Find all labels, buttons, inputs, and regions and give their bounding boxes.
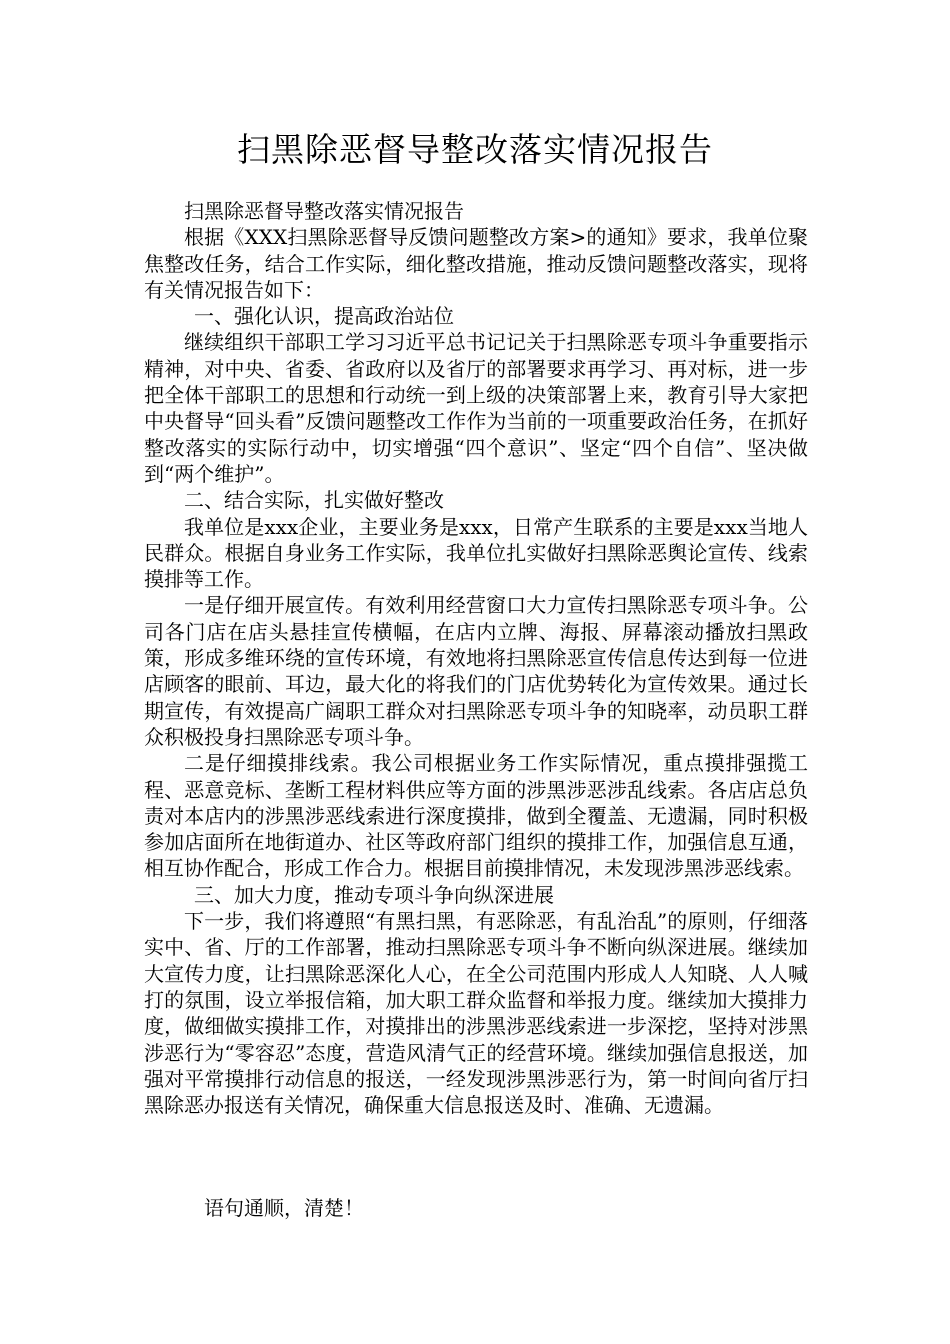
section-heading-2: 二、结合实际，扎实做好整改 — [184, 488, 444, 513]
body-paragraph: 我单位是xxx企业，主要业务是xxx，日常产生联系的主要是xxx当地人民群众。根据自身业务工作实际，我单位扎实做好扫黑除恶舆论宣传、线索摸排等工作。 — [144, 514, 808, 592]
body-paragraph: 继续组织干部职工学习习近平总书记记关于扫黑除恶专项斗争重要指示精神，对中央、省委、省政府以及省厅的部署要求再学习、再对标，进一步把全体干部职工的思想和行动统一到上级的决策部署上来，教育引导大家把中央督导“回头看”反馈问题整改工作作为当前的一项重要政治任务，在抓好整改落实的实际行动中，切实增强“四个意识”、坚定“四个自信”、坚决做到“两个维护”。 — [144, 330, 808, 486]
section-heading-1: 一、强化认识，提高政治站位 — [194, 304, 454, 329]
section-heading-3: 三、加大力度，推动专项斗争向纵深进展 — [194, 882, 554, 907]
body-paragraph: 下一步，我们将遵照“有黑扫黑，有恶除恶，有乱治乱”的原则，仔细落实中、省、厅的工作部署，推动扫黑除恶专项斗争不断向纵深进展。继续加大宣传力度，让扫黑除恶深化人心，在全公司范围内形成人人知晓、人人喊打的氛围，设立举报信箱，加大职工群众监督和举报力度。继续加大摸排力度，做细做实摸排工作，对摸排出的涉黑涉恶线索进一步深挖，坚持对涉黑涉恶行为“零容忍”态度，营造风清气正的经营环境。继续加强信息报送，加强对平常摸排行动信息的报送，一经发现涉黑涉恶行为，第一时间向省厅扫黑除恶办报送有关情况，确保重大信息报送及时、准确、无遗漏。 — [144, 909, 808, 1118]
subtitle-paragraph: 扫黑除恶督导整改落实情况报告 — [184, 199, 464, 223]
body-paragraph: 二是仔细摸排线索。我公司根据业务工作实际情况，重点摸排强揽工程、恶意竞标、垄断工程材料供应等方面的涉黑涉恶涉乱线索。各店店总负责对本店内的涉黑涉恶线索进行深度摸排，做到全覆盖、无遗漏，同时积极参加店面所在地街道办、社区等政府部门组织的摸排工作，加强信息互通，相互协作配合，形成工作合力。根据目前摸排情况，未发现涉黑涉恶线索。 — [144, 751, 808, 881]
body-paragraph: 一是仔细开展宣传。有效利用经营窗口大力宣传扫黑除恶专项斗争。公司各门店在店头悬挂宣传横幅，在店内立牌、海报、屏幕滚动播放扫黑政策，形成多维环绕的宣传环境，有效地将扫黑除恶宣传信息传达到每一位进店顾客的眼前、耳边，最大化的将我们的门店优势转化为宣传效果。通过长期宣传，有效提高广阔职工群众对扫黑除恶专项斗争的知晓率，动员职工群众积极投身扫黑除恶专项斗争。 — [144, 593, 808, 749]
intro-paragraph: 根据《XXX扫黑除恶督导反馈问题整改方案>的通知》要求，我单位聚焦整改任务，结合工作实际，细化整改措施，推动反馈问题整改落实，现将有关情况报告如下： — [144, 225, 808, 302]
document-body — [144, 198, 808, 1118]
document-title: 扫黑除恶督导整改落实情况报告 — [237, 130, 713, 169]
closing-remark: 语句通顺，清楚！ — [204, 1196, 364, 1220]
